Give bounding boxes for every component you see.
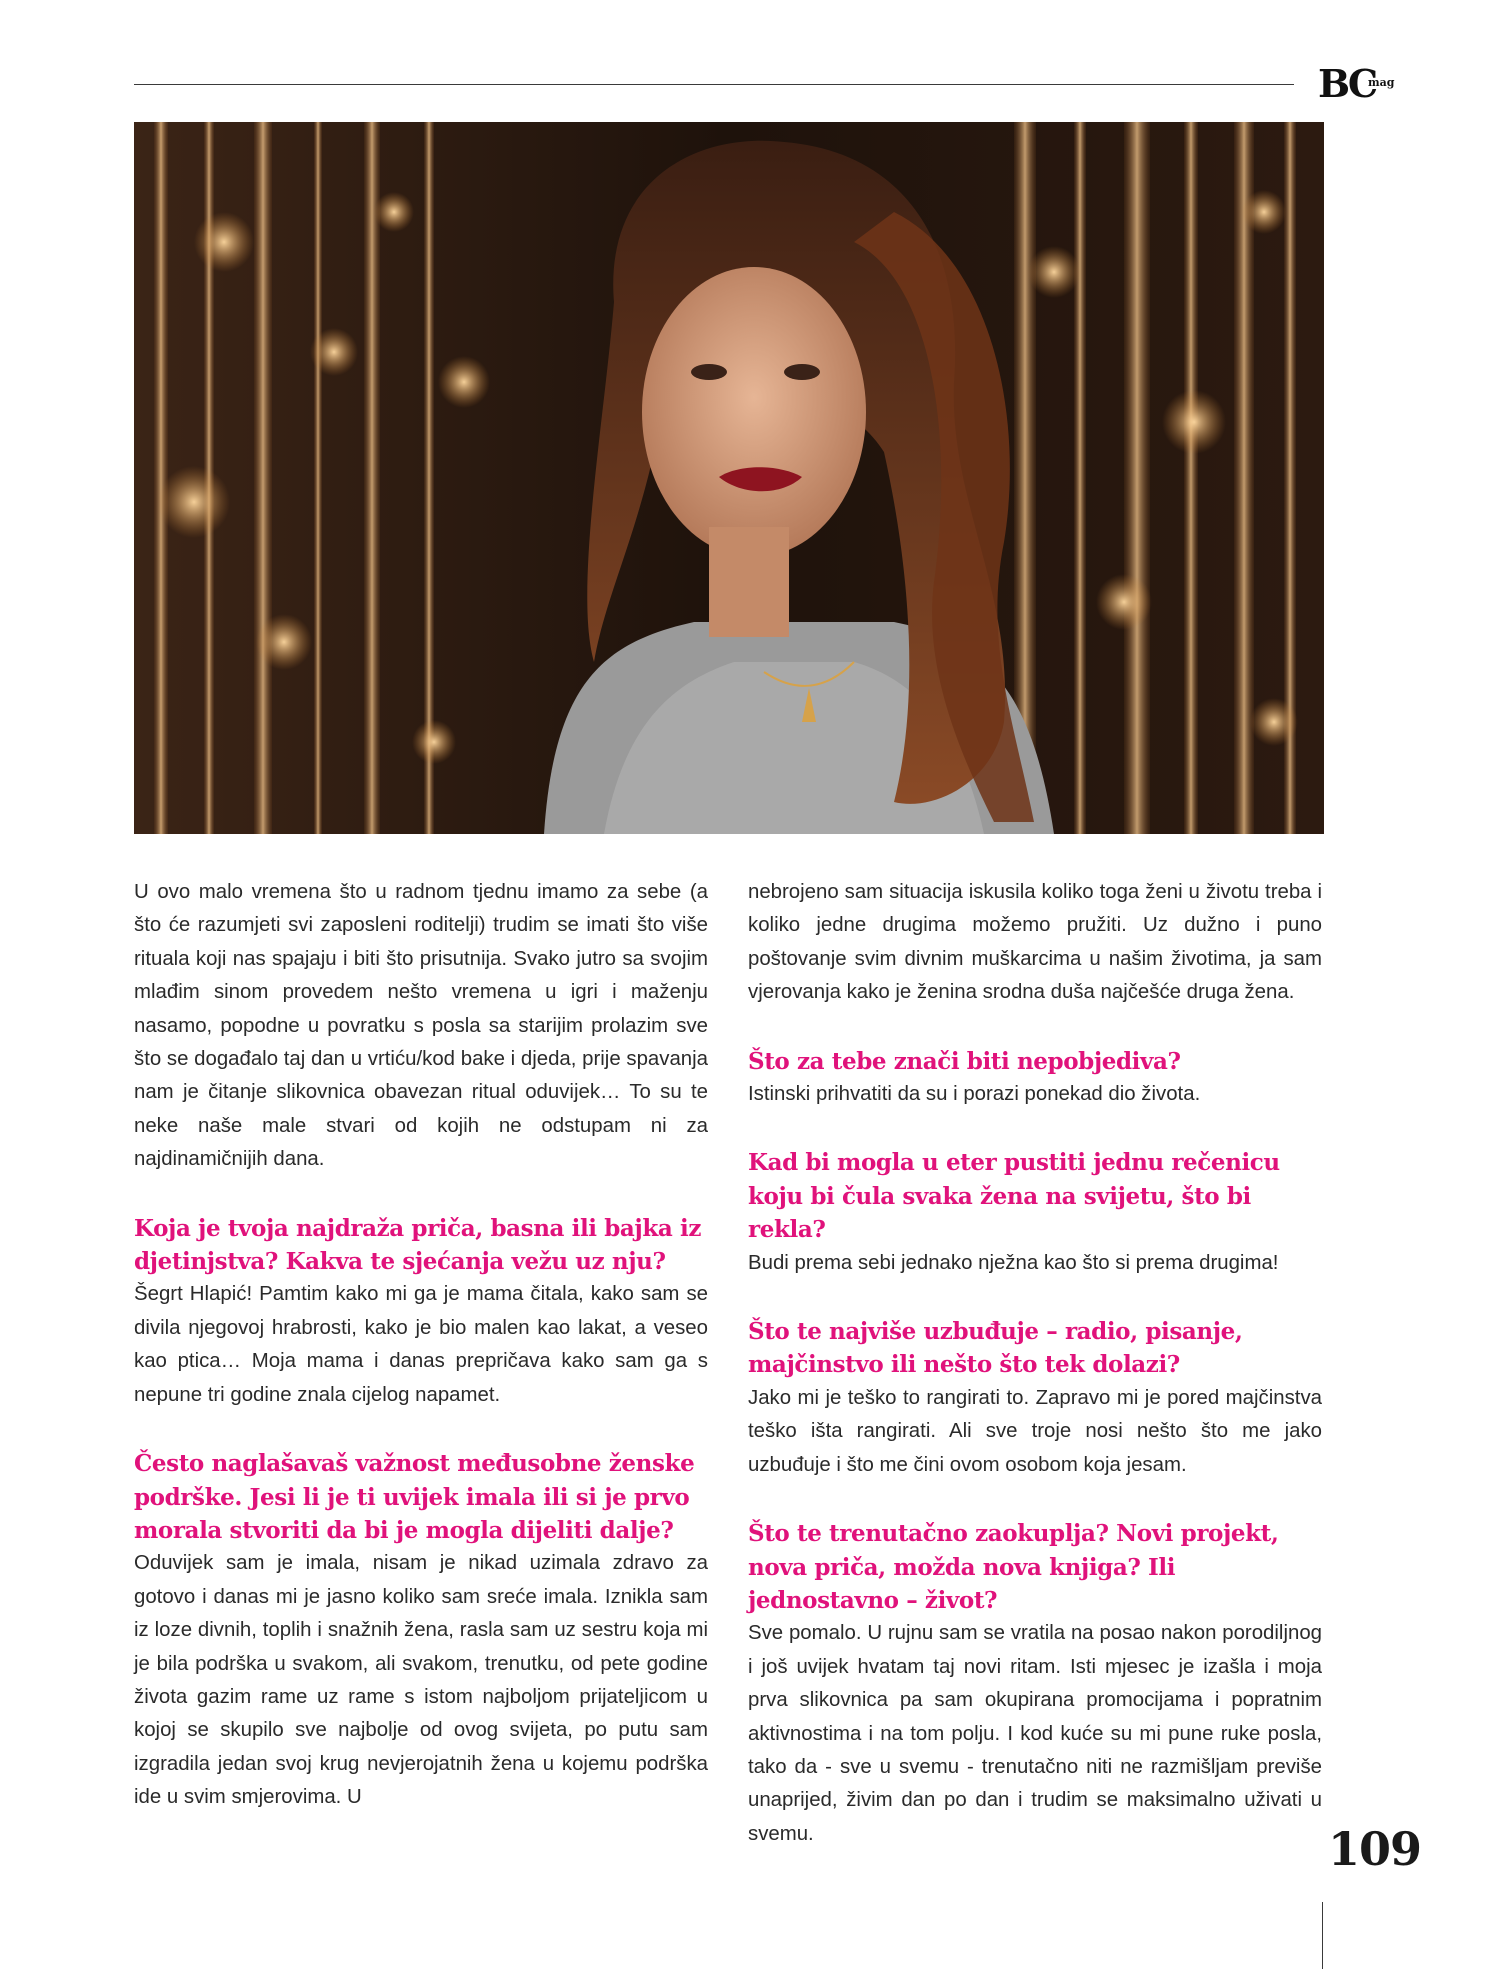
magazine-logo [1318,61,1395,106]
page-number-rule [1322,1902,1323,1969]
question-4: Kad bi mogla u eter pustiti jednu rečenicu koju bi čula svaka žena na svijetu, što bi rekla? [748,1149,1280,1244]
right-column [748,876,1322,1851]
intro-paragraph: U ovo malo vremena što u radnom tjednu imamo za sebe (a što će razumjeti svi zaposleni roditelji) trudim se imati što više rituala koji nas spajaju i biti što prisutnija. Svako jutro sa svojim mlađim sinom provedem nešto vremena u igri i maženju nasamo, popodne u povratku s posla sa starijim prolazim sve što se događalo taj dan u vrtiću/kod bake i djeda, prije spavanja nam je čitanje slikovnica obavezan ritual oduvijek… To su te neke naše male stvari od kojih ne odstupam ni za najdinamičnijih dana. [134,881,708,1171]
answer-6: Sve pomalo. U rujnu sam se vratila na posao nakon porodiljnog i još uvijek hvatam taj novi ritam. Isti mjesec je izašla i moja prva slikovnica pa sam okupirana promocijama i popratnim aktivnostima i na tom polju. I kod kuće su mi pune ruke posla, tako da - sve u svemu - trenutačno niti ne razmišljam previše unaprijed, živim dan po dan i trudim se maksimalno uživati u svemu. [748,1622,1322,1845]
question-5: Što te najviše uzbuđuje – radio, pisanje, majčinstvo ili nešto što tek dolazi? [748,1318,1243,1379]
page-number: 109 [1328,1822,1422,1876]
question-2: Često naglašavaš važnost međusobne ženske podrške. Jesi li je ti uvijek imala ili si je prvo morala stvoriti da bi je mogla dijeliti dalje? [134,1450,695,1544]
answer-2: Oduvijek sam je imala, nisam je nikad uzimala zdravo za gotovo i danas mi je jasno koliko sam sreće imala. Iznikla sam iz loze divnih, toplih i snažnih žena, rasla sam uz sestru koja mi je bila podrška u svakom, ali svakom, trenutku, od pete godine života gazim rame uz rame s istom najboljom prijateljicom u kojoj se skupilo sve najbolje od ovog svijeta, po putu sam izgradila jedan svoj krug nevjerojatnih žena u kojemu podrška ide u svim smjerovima. U [134,1552,708,1809]
answer-2-continued: nebrojeno sam situacija iskusila koliko toga ženi u životu treba i koliko jedne drugima možemo pružiti. Uz dužno i puno poštovanje svim divnim muškarcima u našim životima, ja sam vjerovanja kako je ženina srodna duša najčešće druga žena. [748,881,1322,1004]
answer-1: Šegrt Hlapić! Pamtim kako mi ga je mama čitala, kako sam se divila njegovoj hrabrosti, kako je bio malen kao lakat, a veseo kao ptica… Moja mama i danas prepričava kako sam ga s nepune tri godine znala cijelog napamet. [134,1283,708,1406]
answer-5: Jako mi je teško to rangirati to. Zapravo mi je pored majčinstva teško išta rangirati. Ali sve troje nosi nešto što me jako uzbuđuje i što me čini ovom osobom koja jesam. [748,1386,1322,1476]
logo-sub: mag [1368,76,1395,89]
answer-4: Budi prema sebi jednako nježna kao što si prema drugima! [748,1251,1279,1274]
question-3: Što za tebe znači biti nepobjediva? [748,1047,1181,1075]
answer-3: Istinski prihvatiti da su i porazi ponekad dio života. [748,1083,1201,1106]
left-column [134,876,708,1815]
question-6: Što te trenutačno zaokuplja? Novi projekt, nova priča, možda nova knjiga? Ili jednostavno – život? [748,1520,1279,1614]
portrait-photo [134,122,1324,834]
logo-text: BC [1318,61,1376,106]
question-1: Koja je tvoja najdraža priča, basna ili bajka iz djetinjstva? Kakva te sjećanja vežu uz nju? [134,1214,701,1276]
header-rule [134,84,1294,85]
